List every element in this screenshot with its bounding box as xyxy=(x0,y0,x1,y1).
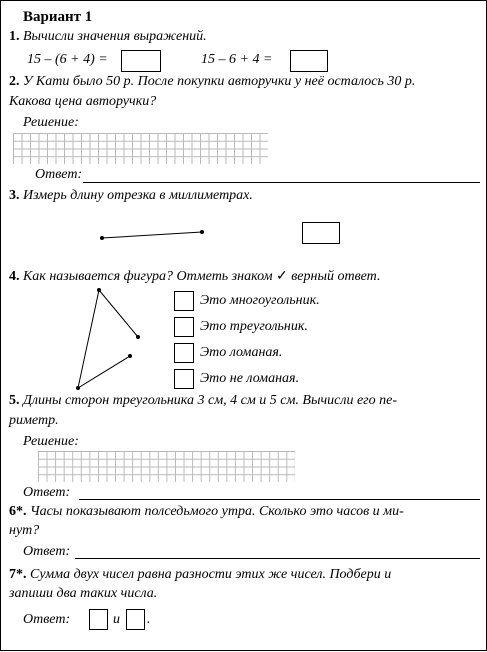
task-5-number: 5. xyxy=(9,393,20,408)
task-4-polyline-figure xyxy=(78,290,138,388)
task-4-checkbox-3[interactable] xyxy=(174,343,194,363)
task-6-answer-label: Ответ: xyxy=(23,544,71,559)
task-4-option-1: Это многоугольник. xyxy=(200,293,320,308)
task-6-line-1 xyxy=(9,504,404,520)
task-4-vertex xyxy=(128,354,132,358)
task-7-text: Сумма двух чисел равна разности этих же чисел. Подбери и xyxy=(30,567,392,582)
task-2-solution-label: Решение: xyxy=(23,115,79,130)
task-1-expression-1: 15 – (6 + 4) = xyxy=(27,52,108,67)
task-2-line-2: Какова цена авторучки? xyxy=(9,94,157,109)
task-4-text: Как называется фигура? Отметь знаком xyxy=(23,269,273,284)
task-4-checkbox-2[interactable] xyxy=(174,317,194,337)
task-1-answer-box-1[interactable] xyxy=(121,50,161,72)
task-5-solution-label: Решение: xyxy=(23,434,79,449)
task-5-line-1 xyxy=(9,393,397,409)
checkmark-icon: ✓ xyxy=(276,269,288,284)
task-7-line-1 xyxy=(9,567,391,583)
task-2-answer-line[interactable] xyxy=(83,182,480,183)
task-4-option-4: Это не ломаная. xyxy=(200,371,300,386)
task-3-heading xyxy=(9,188,253,204)
task-6-number: 6*. xyxy=(9,504,27,519)
task-4-vertex xyxy=(76,386,80,390)
task-5-answer-label: Ответ: xyxy=(23,485,71,500)
task-1-text: Вычисли значения выражений. xyxy=(23,29,207,44)
task-4-option-3: Это ломаная. xyxy=(200,345,283,360)
task-5-text: Длины сторон треугольника 3 см, 4 см и 5 см. Вычисли его пе- xyxy=(23,393,398,408)
task-5-answer-line[interactable] xyxy=(79,499,480,500)
task-4-checkbox-1[interactable] xyxy=(174,291,194,311)
task-4-option-2: Это треугольник. xyxy=(200,319,308,334)
task-2-number: 2. xyxy=(9,74,20,89)
task-3-text: Измерь длину отрезка в миллиметрах. xyxy=(23,188,253,203)
task-4-vertex xyxy=(136,335,140,339)
task-4-checkbox-4[interactable] xyxy=(174,369,194,389)
task-4-heading xyxy=(9,268,380,285)
task-1-number: 1. xyxy=(9,29,20,44)
task-2-line-1 xyxy=(9,74,415,90)
task-5-solution-grid[interactable] xyxy=(38,451,295,482)
task-2-text: У Кати было 50 р. После покупки авторучки у неё осталось 30 р. xyxy=(23,74,416,89)
task-1-answer-box-2[interactable] xyxy=(290,50,328,72)
task-7-line-2: запиши два таких числа. xyxy=(9,586,158,601)
task-7-answer-box-2[interactable] xyxy=(126,609,145,630)
task-2-solution-grid[interactable] xyxy=(13,133,268,164)
task-4-vertex xyxy=(97,288,101,292)
task-6-answer-line[interactable] xyxy=(75,558,480,559)
task-7-period: . xyxy=(147,612,151,627)
task-7-answer-label: Ответ: xyxy=(23,612,71,627)
task-6-line-2: нут? xyxy=(9,523,40,538)
task-3-segment-endpoint-a xyxy=(100,236,104,240)
task-3-number: 3. xyxy=(9,188,20,203)
variant-title: Вариант 1 xyxy=(23,9,93,25)
task-3-segment xyxy=(102,232,202,238)
task-4-text-end: верный ответ. xyxy=(291,269,381,284)
task-4-number: 4. xyxy=(9,269,20,284)
task-3-answer-box[interactable] xyxy=(302,222,340,244)
task-1-heading xyxy=(9,29,207,45)
task-7-answer-box-1[interactable] xyxy=(89,609,108,630)
task-7-number: 7*. xyxy=(9,567,27,582)
task-3-segment-endpoint-b xyxy=(200,230,204,234)
task-6-text: Часы показывают полседьмого утра. Сколько это часов и ми- xyxy=(30,504,404,519)
task-1-expression-2: 15 – 6 + 4 = xyxy=(201,52,273,67)
task-5-line-2: риметр. xyxy=(9,413,59,428)
task-7-conjunction: и xyxy=(113,612,120,627)
task-2-answer-label: Ответ: xyxy=(35,167,83,182)
